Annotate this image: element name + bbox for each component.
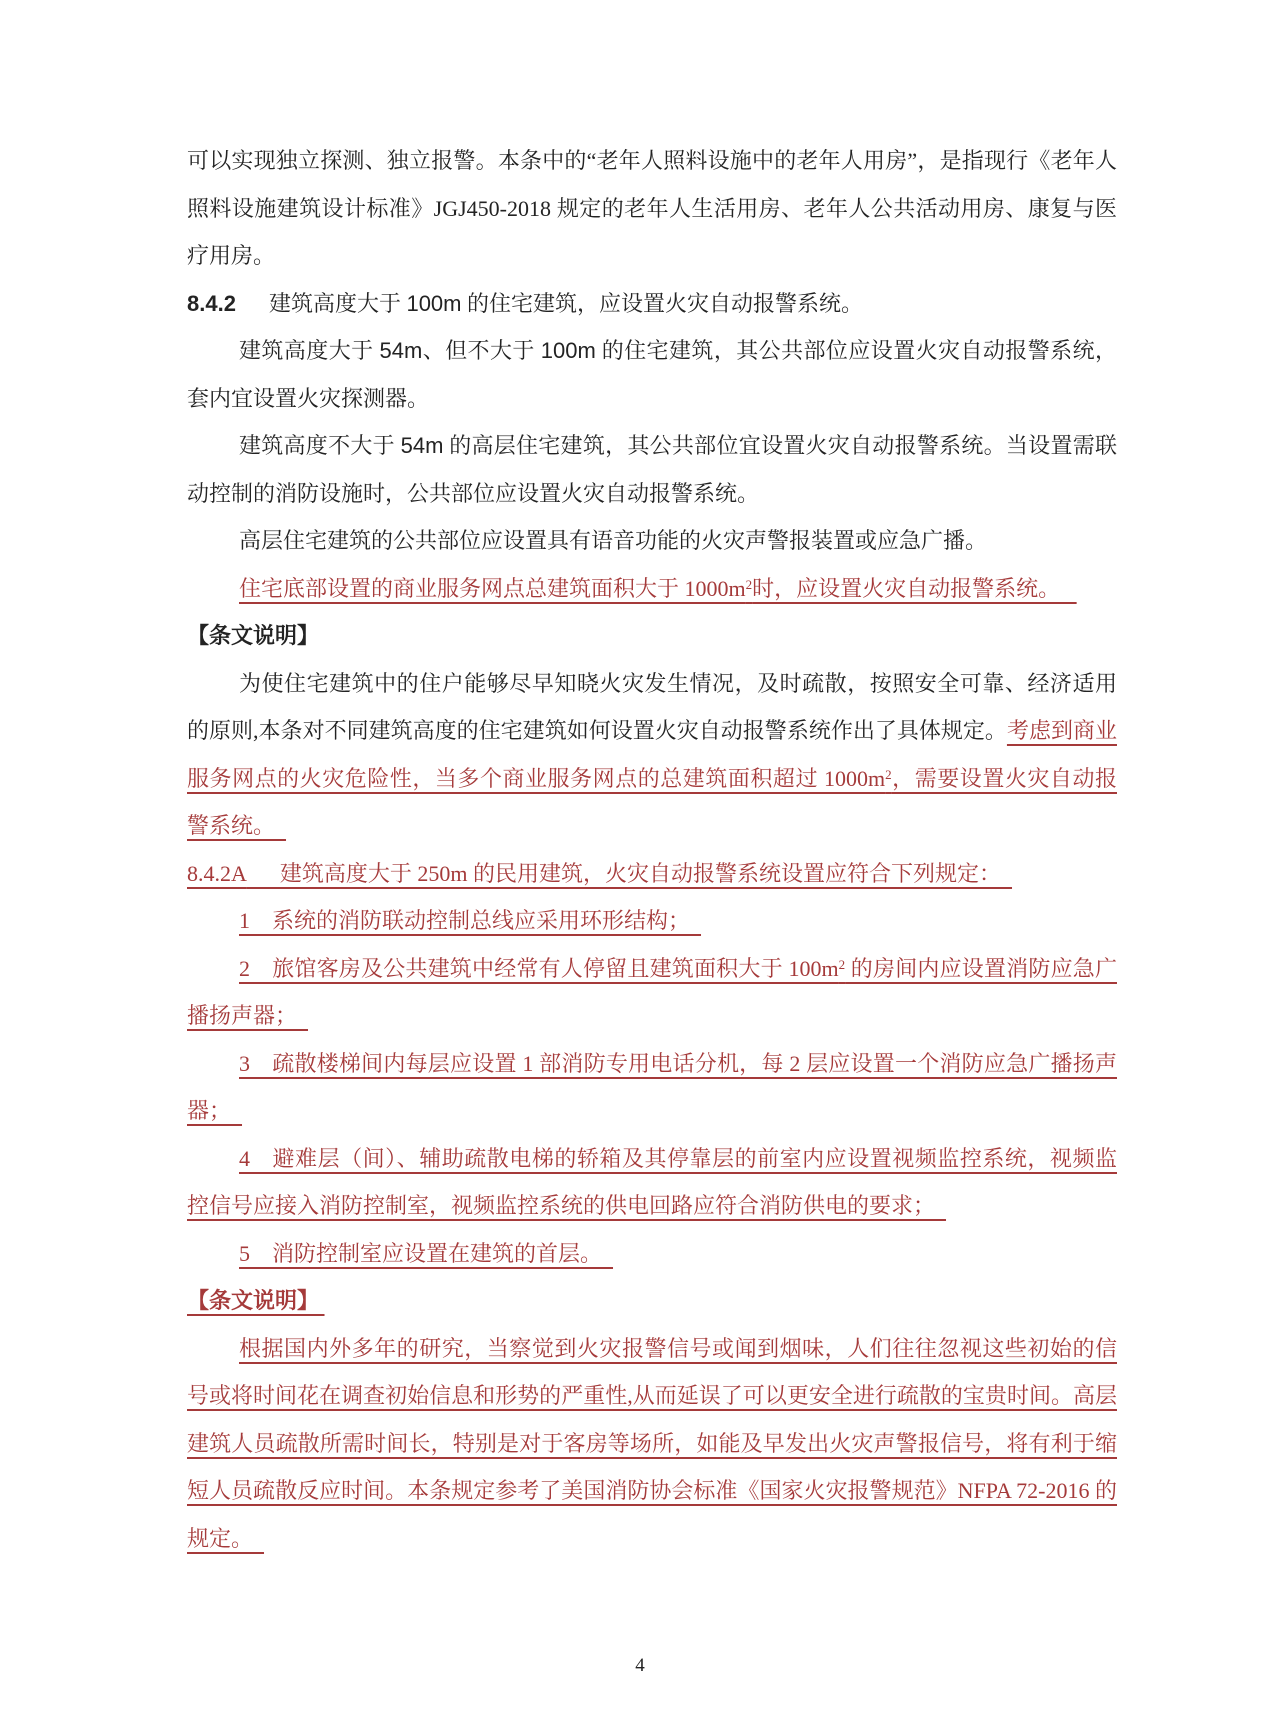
text-run: 54m	[379, 338, 423, 363]
text-run: 2	[239, 955, 250, 981]
commentary-heading-2	[187, 1277, 1117, 1325]
para-voice-alarm	[187, 517, 1117, 565]
clause-8-4-2a-item-3	[187, 1040, 1117, 1135]
text-run: 根据国内外多年的研究，当察觉到火灾报警信号或闻到烟味，人们往往忽视这些初始的信号或将时间花在调查初始信息和形势的严重性,从而延误了可以更安全进行疏散的宝贵时间。高层建筑人员疏散所需时间长，特别是对于客房等场所，如能及早发出火灾声警报信号，将有利于缩短人员疏散反应时间。本条规定参考了美国消防协会标准《国家火灾报警规范》NFPA 72-2016 的规定。	[187, 1335, 1117, 1551]
clause-8-4-2a-item-1	[187, 897, 1117, 945]
text-run: 高层住宅建筑的公共部位应设置具有语音功能的火灾声警报装置或应急广播。	[239, 528, 988, 553]
text-run: 【条文说明】	[187, 1288, 325, 1313]
text-run: 的住宅建筑，其公共部位应设置火灾自动报警系统，套内宜设置火灾探测器。	[187, 338, 1117, 411]
text-run: 时，应设置火灾自动报警系统。	[752, 575, 1077, 601]
text-run: 旅馆客房及公共建筑中经常有人停留且建筑面积大于 100m	[250, 955, 839, 981]
text-run: 的高层住宅建筑，其公共部位宜设置火灾自动报警系统。当设置需联动控制的消防设施时，公共部位应设置火灾自动报警系统。	[187, 433, 1117, 506]
superscript: 2	[885, 766, 892, 782]
para-commentary-8-4-2a	[187, 1325, 1117, 1563]
inserted-text	[187, 1051, 1117, 1124]
text-run: 8.4.2A	[187, 860, 247, 886]
text-run: 建筑高度大于	[235, 290, 407, 316]
para-not-over-54m	[187, 422, 1117, 517]
text-run: 4	[239, 1145, 250, 1171]
text-run: 、但不大于	[422, 338, 541, 363]
clause-8-4-2a	[187, 850, 1117, 898]
text-run: 的房间内应设置消防应急广播扬声器；	[187, 955, 1117, 1028]
inserted-text	[239, 1241, 613, 1266]
text-run: 系统的消防联动控制总线应采用环形结构；	[250, 908, 702, 933]
text-run: 5	[239, 1240, 250, 1266]
text-run: 可以实现独立探测、独立报警。本条中的“老年人照料设施中的老年人用房”，是指现行《老年人照料设施建筑设计标准》JGJ450-2018 规定的老年人生活用房、老年人公共活动用房、康复与医疗用房。	[187, 148, 1117, 268]
para-commentary-8-4-2	[187, 660, 1117, 850]
text-run: 建筑高度大于	[239, 338, 380, 363]
inserted-text	[187, 1146, 1117, 1219]
text-run: 建筑高度不大于	[239, 433, 401, 458]
text-run: 考虑到商业服务网点的火灾危险性，当多个商业服务网点的总建筑面积超过 1000m	[187, 718, 1117, 791]
text-run: 【条文说明】	[187, 623, 320, 648]
para-8-4-1-commentary-continuation	[187, 137, 1117, 280]
text-run: 100m	[540, 338, 596, 363]
text-run: 的住宅建筑，应设置火灾自动报警系统。	[461, 290, 864, 316]
text-run: 住宅底部设置的商业服务网点总建筑面积大于 1000m	[239, 575, 746, 601]
text-run: 100m	[406, 290, 462, 316]
para-54m-to-100m	[187, 327, 1117, 422]
document-body	[187, 137, 1117, 1562]
inserted-text	[187, 861, 1012, 886]
inserted-text	[187, 956, 1117, 1029]
text-run: ，需要设置火灾自动报警系统。	[187, 765, 1117, 838]
inserted-text	[239, 908, 701, 933]
clause-8-4-2a-item-2	[187, 945, 1117, 1040]
superscript: 2	[838, 956, 846, 972]
inserted-text	[187, 1288, 325, 1313]
text-run: 建筑高度大于 250m 的民用建筑，火灾自动报警系统设置应符合下列规定：	[246, 860, 1013, 886]
clause-8-4-2	[187, 280, 1117, 328]
para-inserted-commercial-outlets	[187, 565, 1117, 613]
inserted-text	[239, 576, 1077, 601]
page-number: 4	[635, 1655, 645, 1676]
text-run: 疏散楼梯间内每层应设置 1 部消防专用电话分机，每 2 层应设置一个消防应急广播扬声器；	[187, 1050, 1117, 1123]
commentary-heading-1	[187, 612, 1117, 660]
inserted-text	[187, 1336, 1117, 1551]
text-run: 为使住宅建筑中的住户能够尽早知晓火灾发生情况，及时疏散，按照安全可靠、经济适用的原则,本条对不同建筑高度的住宅建筑如何设置火灾自动报警系统作出了具体规定。	[187, 670, 1117, 743]
text-run: 8.4.2	[187, 290, 236, 316]
superscript: 2	[745, 576, 753, 592]
text-run: 1	[239, 908, 250, 933]
text-run: 避难层（间）、辅助疏散电梯的轿箱及其停靠层的前室内应设置视频监控系统，视频监控信号应接入消防控制室，视频监控系统的供电回路应符合消防供电的要求；	[187, 1145, 1117, 1218]
clause-8-4-2a-item-5	[187, 1230, 1117, 1278]
clause-8-4-2a-item-4	[187, 1135, 1117, 1230]
text-run: 3	[239, 1050, 250, 1076]
text-run: 消防控制室应设置在建筑的首层。	[250, 1240, 614, 1266]
text-run: 54m	[400, 433, 444, 458]
